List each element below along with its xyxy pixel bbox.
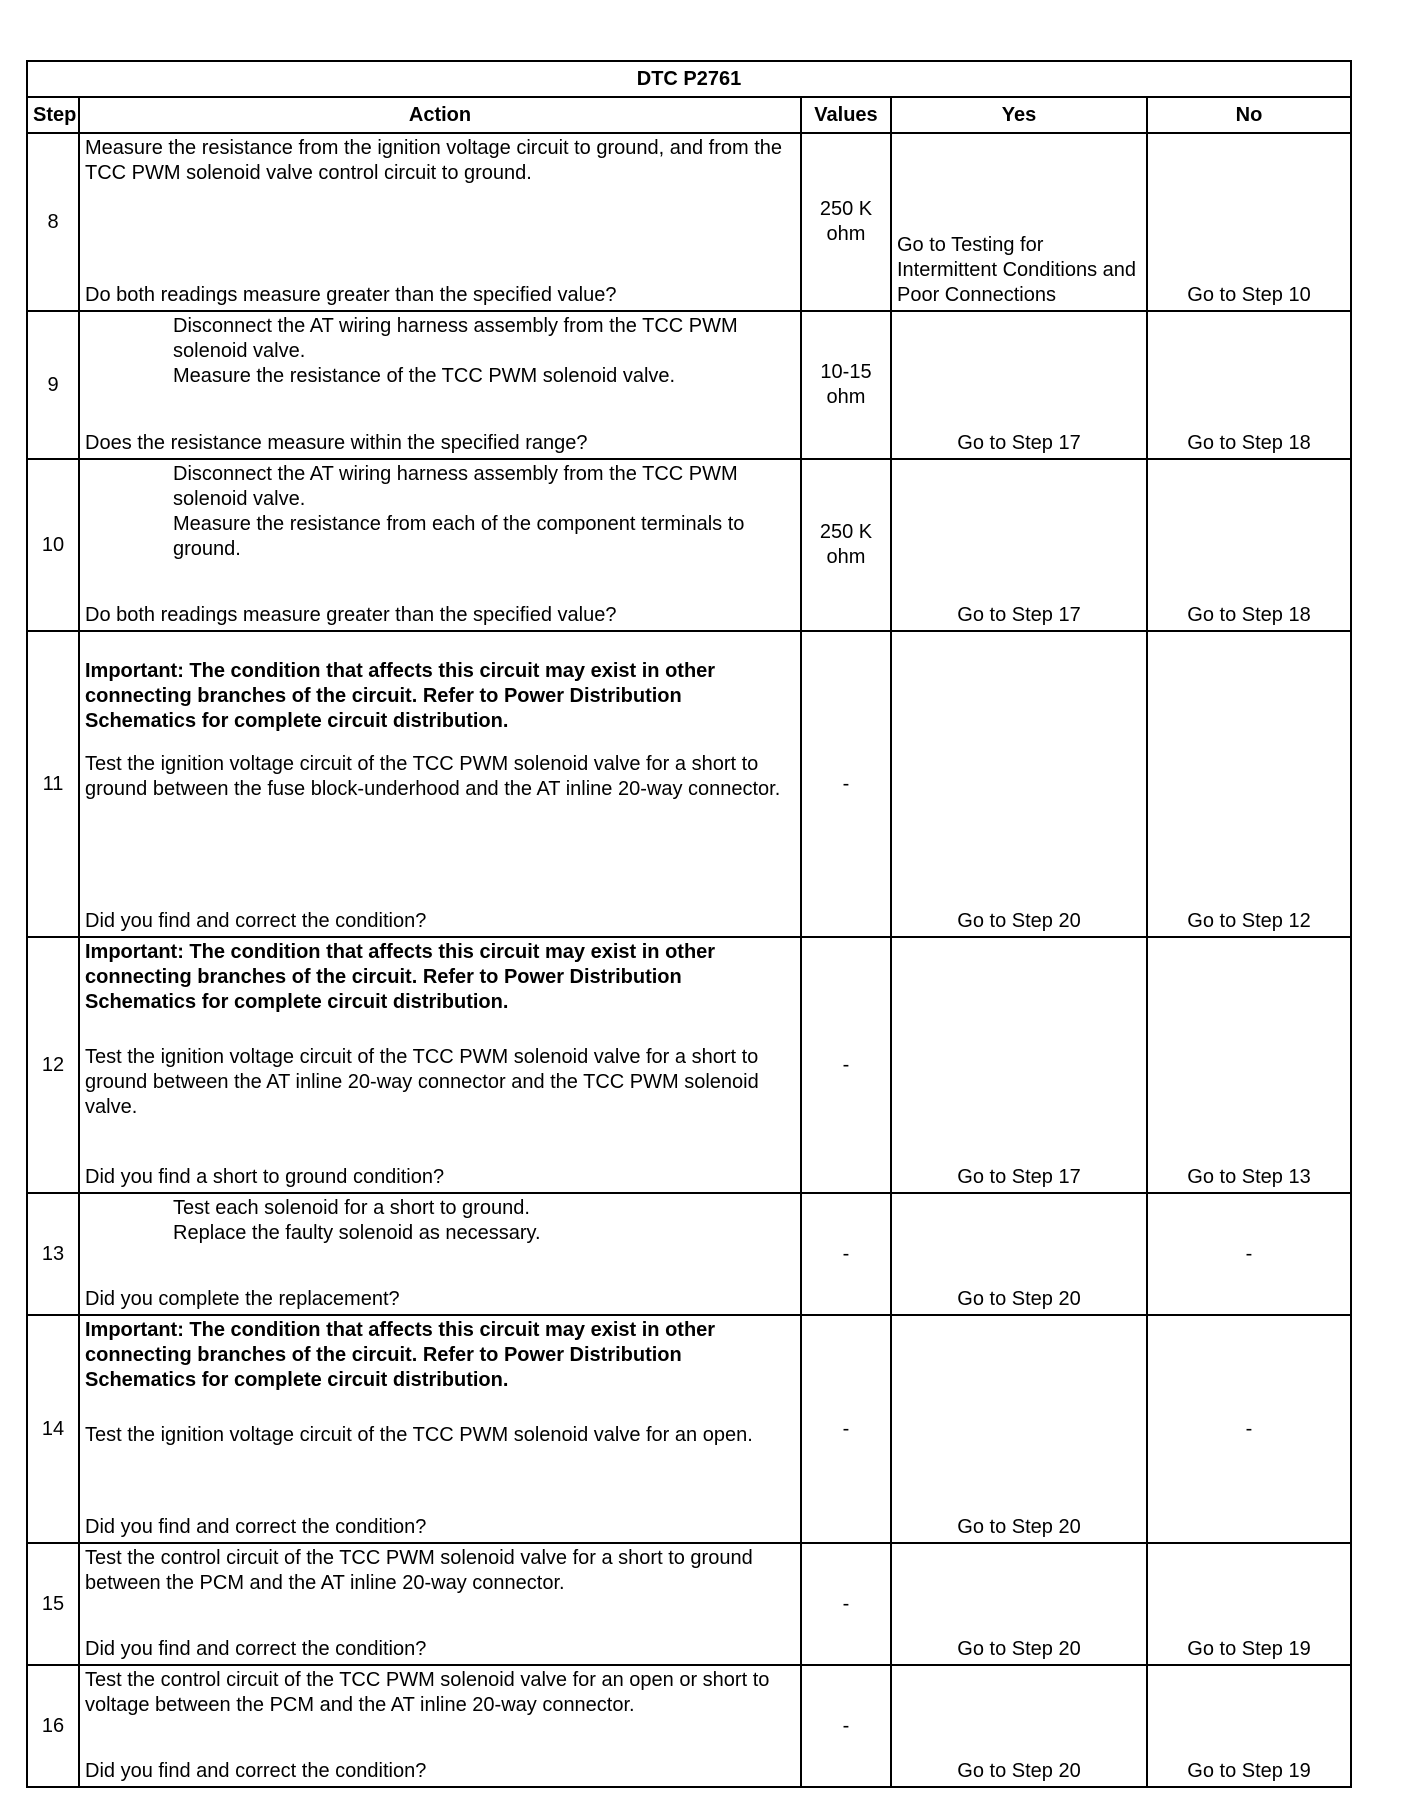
action-cell	[79, 1315, 801, 1543]
important-note: Important: The condition that affects this circuit may exist in other connecting branches of the circuit. Refer to Power Distribution Schematics for complete circuit distribution.	[85, 1319, 716, 1391]
action-text: Test the ignition voltage circuit of the TCC PWM solenoid valve for a short to ground between the AT inline 20-way connector and the TCC PWM solenoid valve.	[85, 1046, 759, 1118]
action-text: Test the control circuit of the TCC PWM solenoid valve for an open or short to voltage between the PCM and the AT inline 20-way connector.	[85, 1669, 770, 1716]
header-yes: Yes	[891, 97, 1147, 133]
no-cell: Go to Step 10	[1147, 133, 1351, 311]
action-text: Test the ignition voltage circuit of the TCC PWM solenoid valve for an open.	[85, 1424, 753, 1446]
action-question: Did you complete the replacement?	[85, 1288, 400, 1310]
table-row	[27, 1193, 1351, 1315]
yes-cell: Go to Step 17	[891, 937, 1147, 1193]
no-cell: Go to Step 19	[1147, 1665, 1351, 1787]
action-text: Disconnect the AT wiring harness assembly from the TCC PWM solenoid valve.	[173, 463, 738, 510]
no-cell: Go to Step 19	[1147, 1543, 1351, 1665]
table-row	[27, 133, 1351, 311]
action-text: Test the control circuit of the TCC PWM solenoid valve for a short to ground between the PCM and the AT inline 20-way connector.	[85, 1547, 753, 1594]
action-cell	[79, 937, 801, 1193]
step-number: 9	[27, 311, 79, 459]
no-cell: -	[1147, 1193, 1351, 1315]
step-number: 13	[27, 1193, 79, 1315]
action-cell	[79, 631, 801, 937]
header-step: Step	[27, 97, 79, 133]
no-cell: -	[1147, 1315, 1351, 1543]
value-cell: 250 K ohm	[801, 133, 891, 311]
header-action: Action	[79, 97, 801, 133]
yes-cell: Go to Step 20	[891, 1665, 1147, 1787]
table-row	[27, 937, 1351, 1193]
action-cell	[79, 1193, 801, 1315]
no-cell: Go to Step 12	[1147, 631, 1351, 937]
action-text: Measure the resistance of the TCC PWM solenoid valve.	[173, 365, 676, 387]
header-row	[27, 97, 1351, 133]
action-cell	[79, 459, 801, 631]
action-question: Did you find and correct the condition?	[85, 1638, 427, 1660]
value-cell: -	[801, 631, 891, 937]
action-text: Test each solenoid for a short to ground.	[173, 1197, 530, 1219]
yes-cell: Go to Step 20	[891, 1543, 1147, 1665]
step-number: 11	[27, 631, 79, 937]
action-text: Measure the resistance from the ignition voltage circuit to ground, and from the TCC PWM solenoid valve control circuit to ground.	[85, 137, 783, 184]
action-question: Do both readings measure greater than the specified value?	[85, 284, 617, 306]
value-cell: 10-15 ohm	[801, 311, 891, 459]
value-cell: -	[801, 1543, 891, 1665]
table-row	[27, 311, 1351, 459]
yes-cell: Go to Step 20	[891, 1193, 1147, 1315]
table-row	[27, 459, 1351, 631]
action-question: Did you find and correct the condition?	[85, 910, 427, 932]
yes-cell: Go to Step 17	[891, 311, 1147, 459]
action-cell	[79, 311, 801, 459]
value-cell: -	[801, 1315, 891, 1543]
table-row	[27, 631, 1351, 937]
yes-cell: Go to Step 17	[891, 459, 1147, 631]
no-cell: Go to Step 18	[1147, 459, 1351, 631]
no-cell: Go to Step 18	[1147, 311, 1351, 459]
step-number: 15	[27, 1543, 79, 1665]
step-number: 12	[27, 937, 79, 1193]
yes-cell: Go to Testing for Intermittent Conditions and Poor Connections	[891, 133, 1147, 311]
header-no: No	[1147, 97, 1351, 133]
action-cell	[79, 1665, 801, 1787]
yes-cell: Go to Step 20	[891, 1315, 1147, 1543]
important-note: Important: The condition that affects this circuit may exist in other connecting branches of the circuit. Refer to Power Distribution Schematics for complete circuit distribution.	[85, 660, 716, 732]
yes-cell: Go to Step 20	[891, 631, 1147, 937]
action-cell	[79, 133, 801, 311]
table-row	[27, 1543, 1351, 1665]
action-text: Test the ignition voltage circuit of the TCC PWM solenoid valve for a short to ground between the fuse block-underhood and the AT inline 20-way connector.	[85, 753, 781, 800]
action-cell	[79, 1543, 801, 1665]
value-cell: -	[801, 1193, 891, 1315]
step-number: 16	[27, 1665, 79, 1787]
important-note: Important: The condition that affects this circuit may exist in other connecting branches of the circuit. Refer to Power Distribution Schematics for complete circuit distribution.	[85, 941, 716, 1013]
header-values: Values	[801, 97, 891, 133]
action-text: Disconnect the AT wiring harness assembly from the TCC PWM solenoid valve.	[173, 315, 738, 362]
table-row	[27, 1665, 1351, 1787]
table-row	[27, 1315, 1351, 1543]
table-title: DTC P2761	[27, 61, 1351, 97]
action-question: Does the resistance measure within the specified range?	[85, 432, 588, 454]
step-number: 8	[27, 133, 79, 311]
action-question: Did you find and correct the condition?	[85, 1760, 427, 1782]
action-text: Measure the resistance from each of the component terminals to ground.	[173, 513, 745, 560]
dtc-table	[26, 60, 1352, 1788]
value-cell: -	[801, 937, 891, 1193]
step-number: 14	[27, 1315, 79, 1543]
step-number: 10	[27, 459, 79, 631]
action-question: Do both readings measure greater than the specified value?	[85, 604, 617, 626]
value-cell: 250 K ohm	[801, 459, 891, 631]
no-cell: Go to Step 13	[1147, 937, 1351, 1193]
action-question: Did you find a short to ground condition?	[85, 1166, 445, 1188]
action-question: Did you find and correct the condition?	[85, 1516, 427, 1538]
action-text: Replace the faulty solenoid as necessary.	[173, 1222, 541, 1244]
value-cell: -	[801, 1665, 891, 1787]
